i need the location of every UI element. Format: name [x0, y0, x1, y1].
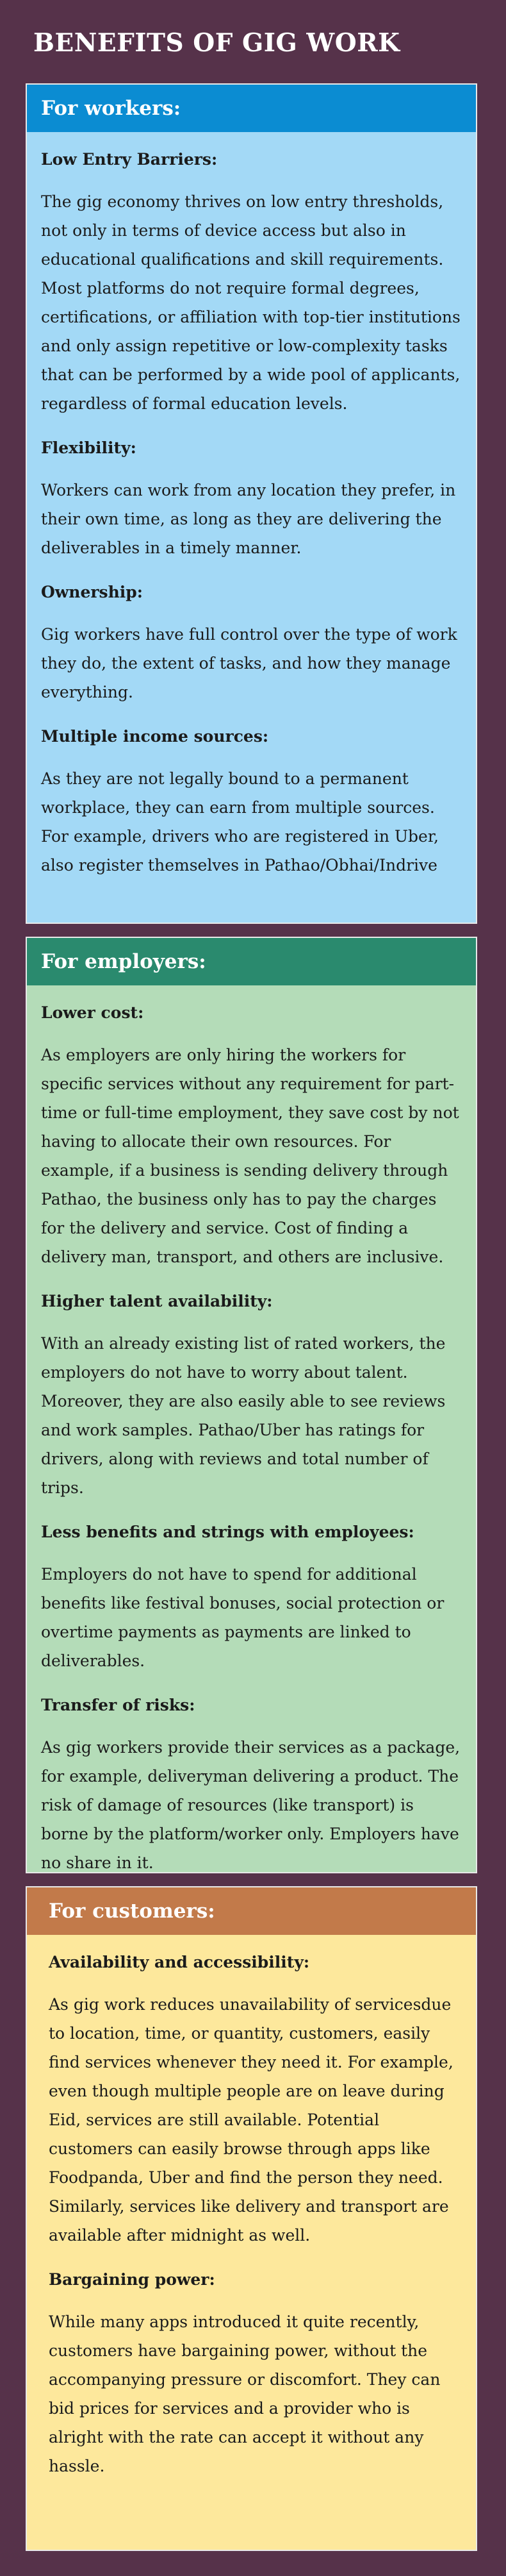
- section-heading-availability-accessibility: Availability and accessibility:: [49, 1953, 310, 1971]
- section-heading-less-benefits: Less benefits and strings with employees:: [41, 1523, 414, 1541]
- section-text-multiple-income-sources: As they are not legally bound to a permanent workplace, they can earn from multiple sources. For example, drivers who are registered in Uber, also register themselves in Pathao/Obhai/Indrive: [41, 769, 439, 874]
- section-heading-ownership: Ownership:: [41, 583, 143, 601]
- customers-panel: [26, 1886, 477, 2551]
- employers-panel-body: [27, 985, 476, 1877]
- section-heading-higher-talent-availability: Higher talent availability:: [41, 1292, 273, 1310]
- section-heading-multiple-income-sources: Multiple income sources:: [41, 727, 269, 746]
- section-heading-bargaining-power: Bargaining power:: [49, 2270, 215, 2289]
- workers-panel-body: [27, 132, 476, 880]
- section-text-less-benefits: Employers do not have to spend for additional benefits like festival bonuses, social protection or overtime payments as payments are linked to deliverables.: [41, 1565, 445, 1670]
- section-text-low-entry-barriers: The gig economy thrives on low entry thresholds, not only in terms of device access but also in educational qualifications and skill requirements. Most platforms do not require formal degrees, certifications, or affiliation with top-tier institutions and only assign repetitive or low-complexity tasks that can be performed by a wide pool of applicants, regardless of formal education levels.: [41, 192, 461, 413]
- section-heading-transfer-of-risks: Transfer of risks:: [41, 1696, 195, 1714]
- section-text-flexibility: Workers can work from any location they prefer, in their own time, as long as they are delivering the deliverables in a timely manner.: [41, 481, 456, 557]
- customers-panel-header: For customers:: [27, 1887, 476, 1935]
- section-heading-flexibility: Flexibility:: [41, 439, 136, 457]
- section-text-higher-talent-availability: With an already existing list of rated workers, the employers do not have to worry about talent. Moreover, they are also easily able to see reviews and work samples. Pathao/Uber has ratings for drivers, along with reviews and total number of trips.: [41, 1334, 446, 1497]
- employers-panel: [26, 937, 477, 1873]
- section-text-transfer-of-risks: As gig workers provide their services as a package, for example, deliveryman delivering a product. The risk of damage of resources (like transport) is borne by the platform/worker only. Employers have no share in it.: [41, 1738, 461, 1872]
- section-heading-lower-cost: Lower cost:: [41, 1003, 144, 1022]
- section-text-availability-accessibility: As gig work reduces unavailability of servicesdue to location, time, or quantity, customers, easily find services whenever they need it. For example, even though multiple people are on leave during Eid, services are still available. Potential customers can easily browse through apps like Foodpanda, Uber and find the person they need. Similarly, services like delivery and transport are available after midnight as well.: [49, 1995, 453, 2245]
- section-text-lower-cost: As employers are only hiring the workers for specific services without any requirement for part-time or full-time employment, they save cost by not having to allocate their own resources. For example, if a business is sending delivery through Pathao, the business only has to pay the charges for the delivery and service. Cost of finding a delivery man, transport, and others are inclusive.: [41, 1046, 459, 1266]
- section-text-bargaining-power: While many apps introduced it quite recently, customers have bargaining power, without the accompanying pressure or discomfort. They can bid prices for services and a provider who is alright with the rate can accept it without any hassle.: [49, 2313, 441, 2475]
- page-title: BENEFITS OF GIG WORK: [33, 28, 400, 58]
- workers-panel: [26, 83, 477, 924]
- section-heading-low-entry-barriers: Low Entry Barriers:: [41, 150, 218, 169]
- workers-panel-header: For workers:: [27, 85, 476, 132]
- section-text-ownership: Gig workers have full control over the type of work they do, the extent of tasks, and how they manage everything.: [41, 625, 457, 701]
- customers-panel-body: [27, 1935, 476, 2480]
- employers-panel-header: For employers:: [27, 938, 476, 985]
